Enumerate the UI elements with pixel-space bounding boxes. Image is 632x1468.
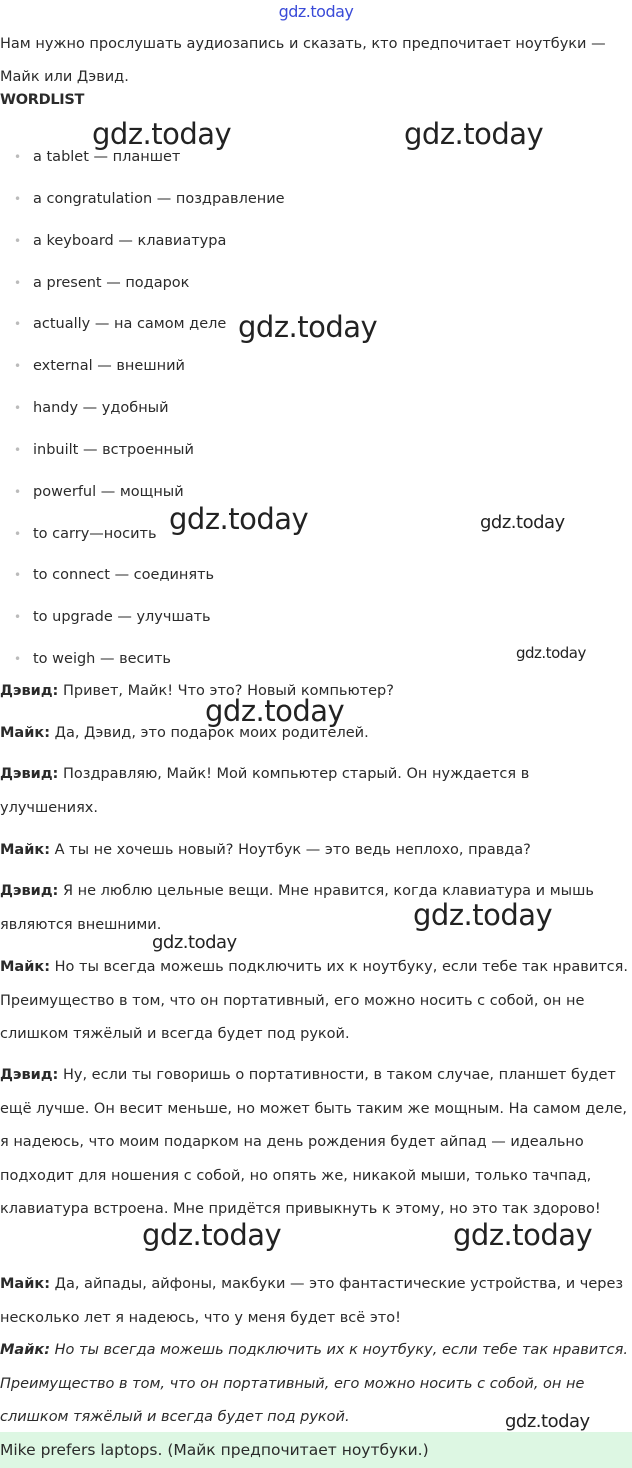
wordlist-item: • powerful — мощный: [0, 476, 630, 518]
watermark: gdz.today: [413, 898, 553, 932]
wordlist-item: • a congratulation — поздравление: [0, 183, 630, 225]
wordlist-item: • handy — удобный: [0, 392, 630, 434]
dialogue-line: [0, 758, 630, 825]
bullet-icon: •: [14, 233, 22, 248]
dialogue-text: Привет, Майк! Что это? Новый компьютер?: [58, 683, 394, 699]
bullet-icon: •: [14, 150, 22, 164]
watermark: gdz.today: [152, 932, 237, 953]
watermark: gdz.today: [516, 644, 586, 662]
intro-text: Нам нужно прослушать аудиозапись и сказать, кто предпочитает ноутбуки — Майк или Дэвид.: [0, 36, 606, 85]
wordlist-item: • inbuilt — встроенный: [0, 434, 630, 476]
wordlist-item: • to upgrade — улучшать: [0, 601, 630, 643]
dialogue-text: Но ты всегда можешь подключить их к ноутбуку, если тебе так нравится. Преимущество в том, что он портативный, его можно носить с собой, он не слишком тяжёлый и всегда будет под рукой.: [0, 959, 628, 1042]
speaker-label: Дэвид:: [0, 883, 59, 899]
bullet-icon: •: [14, 652, 22, 667]
speaker-label: Майк:: [0, 1342, 51, 1358]
wordlist-item: • to weigh — весить: [0, 643, 630, 685]
watermark: gdz.today: [142, 1218, 282, 1252]
wordlist-item: • a present — подарок: [0, 267, 630, 309]
dialogue-line: [0, 951, 630, 1052]
answer-summary: Mike prefers laptops. (Майк предпочитает ноутбуки.): [0, 1432, 632, 1468]
answer-text: Но ты всегда можешь подключить их к ноутбуку, если тебе так нравится. Преимущество в том, что он портативный, его можно носить с собой, он не слишком тяжёлый и всегда будет под рукой.: [0, 1342, 628, 1425]
wordlist: [0, 141, 630, 685]
wordlist-item: • to carry—носить: [0, 518, 630, 560]
dialogue-line: [0, 834, 630, 868]
bullet-icon: •: [14, 568, 22, 583]
bullet-icon: •: [14, 610, 22, 625]
watermark: gdz.today: [404, 117, 544, 151]
dialogue-line: [0, 1268, 630, 1335]
wordlist-item: • actually — на самом деле: [0, 308, 630, 350]
speaker-label: Майк:: [0, 725, 51, 741]
wordlist-item: • a keyboard — клавиатура: [0, 225, 630, 267]
watermark: gdz.today: [238, 310, 378, 344]
speaker-label: Дэвид:: [0, 683, 59, 699]
dialogue-text: А ты не хочешь новый? Ноутбук — это ведь неплохо, правда?: [50, 842, 531, 858]
speaker-label: Дэвид:: [0, 1067, 59, 1083]
bullet-icon: •: [14, 359, 22, 374]
watermark: gdz.today: [453, 1218, 593, 1252]
wordlist-item: • external — внешний: [0, 350, 630, 392]
wordlist-item: • to connect — соединять: [0, 559, 630, 601]
wordlist-item: • a tablet — планшет: [0, 141, 630, 183]
speaker-label: Дэвид:: [0, 766, 59, 782]
speaker-label: Майк:: [0, 842, 51, 858]
bullet-icon: •: [14, 191, 22, 206]
watermark: gdz.today: [169, 502, 309, 536]
speaker-label: Майк:: [0, 959, 51, 975]
wordlist-heading: WORDLIST: [0, 92, 85, 108]
bullet-icon: •: [14, 401, 22, 416]
watermark: gdz.today: [480, 512, 565, 533]
watermark: gdz.today: [505, 1411, 590, 1432]
bullet-icon: •: [14, 484, 22, 499]
watermark: gdz.today: [92, 117, 232, 151]
dialogue-text: Поздравляю, Майк! Мой компьютер старый. Он нуждается в улучшениях.: [0, 766, 530, 816]
bullet-icon: •: [14, 526, 22, 541]
dialogue-text: Да, айпады, айфоны, макбуки — это фантастические устройства, и через несколько лет я надеюсь, что у меня будет всё это!: [0, 1276, 624, 1326]
bullet-icon: •: [14, 275, 22, 290]
site-logo[interactable]: gdz.today: [278, 2, 354, 21]
watermark: gdz.today: [205, 694, 345, 728]
bullet-icon: •: [14, 317, 22, 332]
dialogue-text: Да, Дэвид, это подарок моих родителей.: [50, 725, 369, 741]
dialogue-text: Я не люблю цельные вещи. Мне нравится, когда клавиатура и мышь являются внешними.: [0, 883, 594, 933]
bullet-icon: •: [14, 442, 22, 457]
dialogue-line: [0, 1059, 630, 1227]
dialogue-text: Ну, если ты говоришь о портативности, в таком случае, планшет будет ещё лучше. Он весит меньше, но может быть таким же мощным. На самом деле, я надеюсь, что моим подарком на день рождения будет айпад — идеально подходит для ношения с собой, но опять же, никакой мыши, только тачпад, клавиатура встроена. Мне придётся привыкнуть к этому, но это так здорово!: [0, 1067, 628, 1217]
speaker-label: Майк:: [0, 1276, 51, 1292]
